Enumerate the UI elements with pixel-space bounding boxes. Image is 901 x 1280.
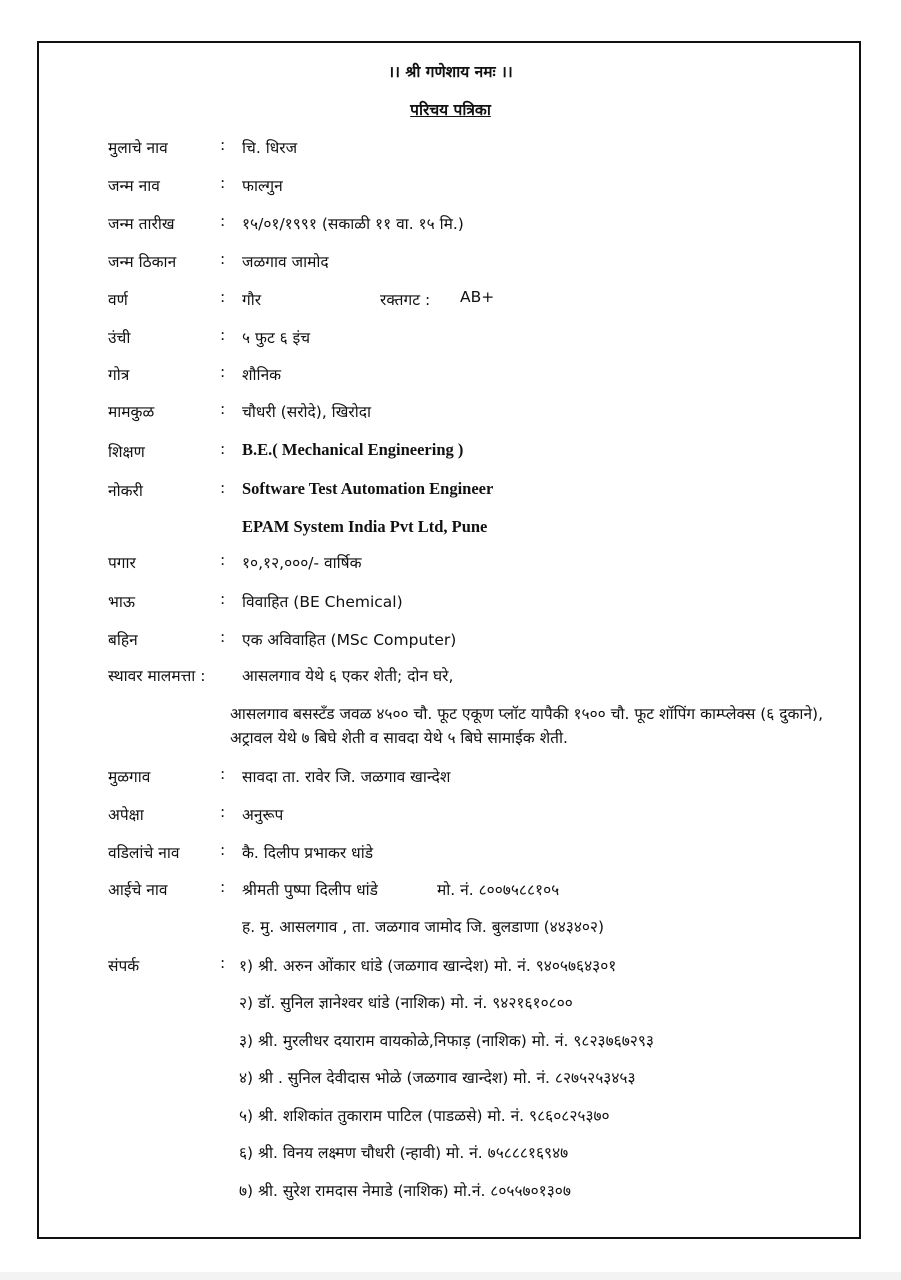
field-expectation xyxy=(0,803,901,827)
field-value: अनुरूप xyxy=(242,806,284,824)
field-colon: : xyxy=(220,479,226,497)
field-education xyxy=(0,440,901,464)
field-value: १५/०१/१९९१ (सकाळी ११ वा. १५ मि.) xyxy=(242,215,464,233)
field-colon: : xyxy=(220,250,226,268)
invocation-line: ।। श्री गणेशाय नमः ।। xyxy=(388,63,513,81)
contact-item: १) श्री. अरुन ओंकार धांडे (जळगाव खान्देश) मो. नं. ९४०५७६४३०१ xyxy=(239,957,617,975)
field-value: एक अविवाहित (MSc Computer) xyxy=(242,631,457,649)
field-label: जन्म नाव xyxy=(108,177,160,195)
field-value: गौर xyxy=(242,291,262,309)
field-colon: : xyxy=(220,326,226,344)
field-value: शौनिक xyxy=(242,366,282,384)
field-colon: : xyxy=(220,803,226,821)
field-native xyxy=(0,765,901,789)
field-colon: : xyxy=(220,628,226,646)
company-name: EPAM System India Pvt Ltd, Pune xyxy=(242,517,488,536)
property-details: आसलगाव बसस्टॅंड जवळ ४५०० चौ. फूट एकूण प्लॉट यापैकी १५०० चौ. फूट शॉपिंग काम्प्लेक्स (६ दुकाने), अट्रावल येथे ७ बिघे शेती व सावदा येथे ५ बिघे सामाईक शेती. xyxy=(230,705,824,747)
contact-item: ७) श्री. सुरेश रामदास नेमाडे (नाशिक) मो.नं. ८०५५७०१३०७ xyxy=(239,1182,571,1200)
field-colon: : xyxy=(220,954,226,972)
field-label: मामकुळ xyxy=(108,403,155,421)
field-brother xyxy=(0,590,901,614)
field-birth-name xyxy=(0,174,901,198)
field-colon: : xyxy=(220,590,226,608)
field-value: Software Test Automation Engineer xyxy=(242,479,494,498)
field-label: गोत्र xyxy=(108,366,130,384)
field-label: उंची xyxy=(108,329,131,347)
field-colon: : xyxy=(220,136,226,154)
field-value: चि. धिरज xyxy=(242,139,298,157)
field-name xyxy=(0,136,901,160)
blood-group-label: रक्तगट : xyxy=(380,291,431,309)
field-value: फाल्गुन xyxy=(242,177,283,195)
field-property xyxy=(0,664,901,688)
field-colon: : xyxy=(220,440,226,458)
field-label: नोकरी xyxy=(108,482,143,500)
field-birth-date xyxy=(0,212,901,236)
field-value: सावदा ता. रावेर जि. जळगाव खान्देश xyxy=(242,768,451,786)
field-label: जन्म तारीख xyxy=(108,215,175,233)
field-label: मुळगाव xyxy=(108,768,151,786)
field-sister xyxy=(0,628,901,652)
field-birth-place xyxy=(0,250,901,274)
field-father xyxy=(0,841,901,865)
field-label: संपर्क xyxy=(108,957,140,975)
field-label: भाऊ xyxy=(108,593,136,611)
field-colon: : xyxy=(220,765,226,783)
field-value: जळगाव जामोद xyxy=(242,253,329,271)
field-colon: : xyxy=(220,212,226,230)
blood-group-value: AB+ xyxy=(460,288,495,306)
field-mamkul xyxy=(0,400,901,424)
contact-item: ५) श्री. शशिकांत तुकाराम पाटिल (पाडळसे) मो. नं. ९८६०८२५३७० xyxy=(239,1107,610,1125)
field-value: विवाहित (BE Chemical) xyxy=(242,593,403,611)
field-label: शिक्षण xyxy=(108,443,145,461)
contact-item: ३) श्री. मुरलीधर दयाराम वायकोळे,निफाड़ (नाशिक) मो. नं. ९८२३७६७२९३ xyxy=(239,1032,654,1050)
field-job-company xyxy=(0,517,901,541)
field-salary xyxy=(0,551,901,575)
mother-address: ह. मु. आसलगाव , ता. जळगाव जामोद जि. बुलडाणा (४४३४०२) xyxy=(242,918,605,936)
field-colon: : xyxy=(220,288,226,306)
mother-phone: मो. नं. ८००७५८८१०५ xyxy=(437,881,560,899)
contact-item: ६) श्री. विनय लक्ष्मण चौधरी (न्हावी) मो. नं. ७५८८८१६९४७ xyxy=(239,1144,569,1162)
field-label: वडिलांचे नाव xyxy=(108,844,180,862)
field-value: १०,१२,०००/- वार्षिक xyxy=(242,554,362,572)
field-colon: : xyxy=(220,174,226,192)
field-colon: : xyxy=(220,878,226,896)
field-colon: : xyxy=(220,551,226,569)
field-colon: : xyxy=(220,363,226,381)
field-value: आसलगाव येथे ६ एकर शेती; दोन घरे, xyxy=(242,667,454,685)
field-value: B.E.( Mechanical Engineering ) xyxy=(242,440,464,459)
field-colon: : xyxy=(220,841,226,859)
field-label: अपेक्षा xyxy=(108,806,144,824)
field-complexion xyxy=(0,288,901,312)
field-label: मुलाचे नाव xyxy=(108,139,168,157)
field-value: ५ फुट ६ इंच xyxy=(242,329,311,347)
field-label: जन्म ठिकान xyxy=(108,253,177,271)
contact-item: २) डॉ. सुनिल ज्ञानेश्वर धांडे (नाशिक) मो. नं. ९४२१६१०८०० xyxy=(239,994,573,1012)
field-value: चौधरी (सरोदे), खिरोदा xyxy=(242,403,371,421)
field-label: बहिन xyxy=(108,631,138,649)
contact-item: ४) श्री . सुनिल देवीदास भोळे (जळगाव खान्देश) मो. नं. ८२७५२५३४५३ xyxy=(239,1069,636,1087)
field-label: पगार xyxy=(108,554,136,572)
field-label: आईचे नाव xyxy=(108,881,168,899)
field-label: वर्ण xyxy=(108,291,128,309)
field-height xyxy=(0,326,901,350)
field-value: कै. दिलीप प्रभाकर धांडे xyxy=(242,844,373,862)
field-job xyxy=(0,479,901,503)
field-gotra xyxy=(0,363,901,387)
document-title: परिचय पत्रिका xyxy=(410,101,491,119)
field-colon: : xyxy=(220,400,226,418)
field-label: स्थावर मालमत्ता : xyxy=(108,667,206,685)
field-value: श्रीमती पुष्पा दिलीप धांडे xyxy=(242,881,378,899)
field-mother xyxy=(0,878,901,902)
